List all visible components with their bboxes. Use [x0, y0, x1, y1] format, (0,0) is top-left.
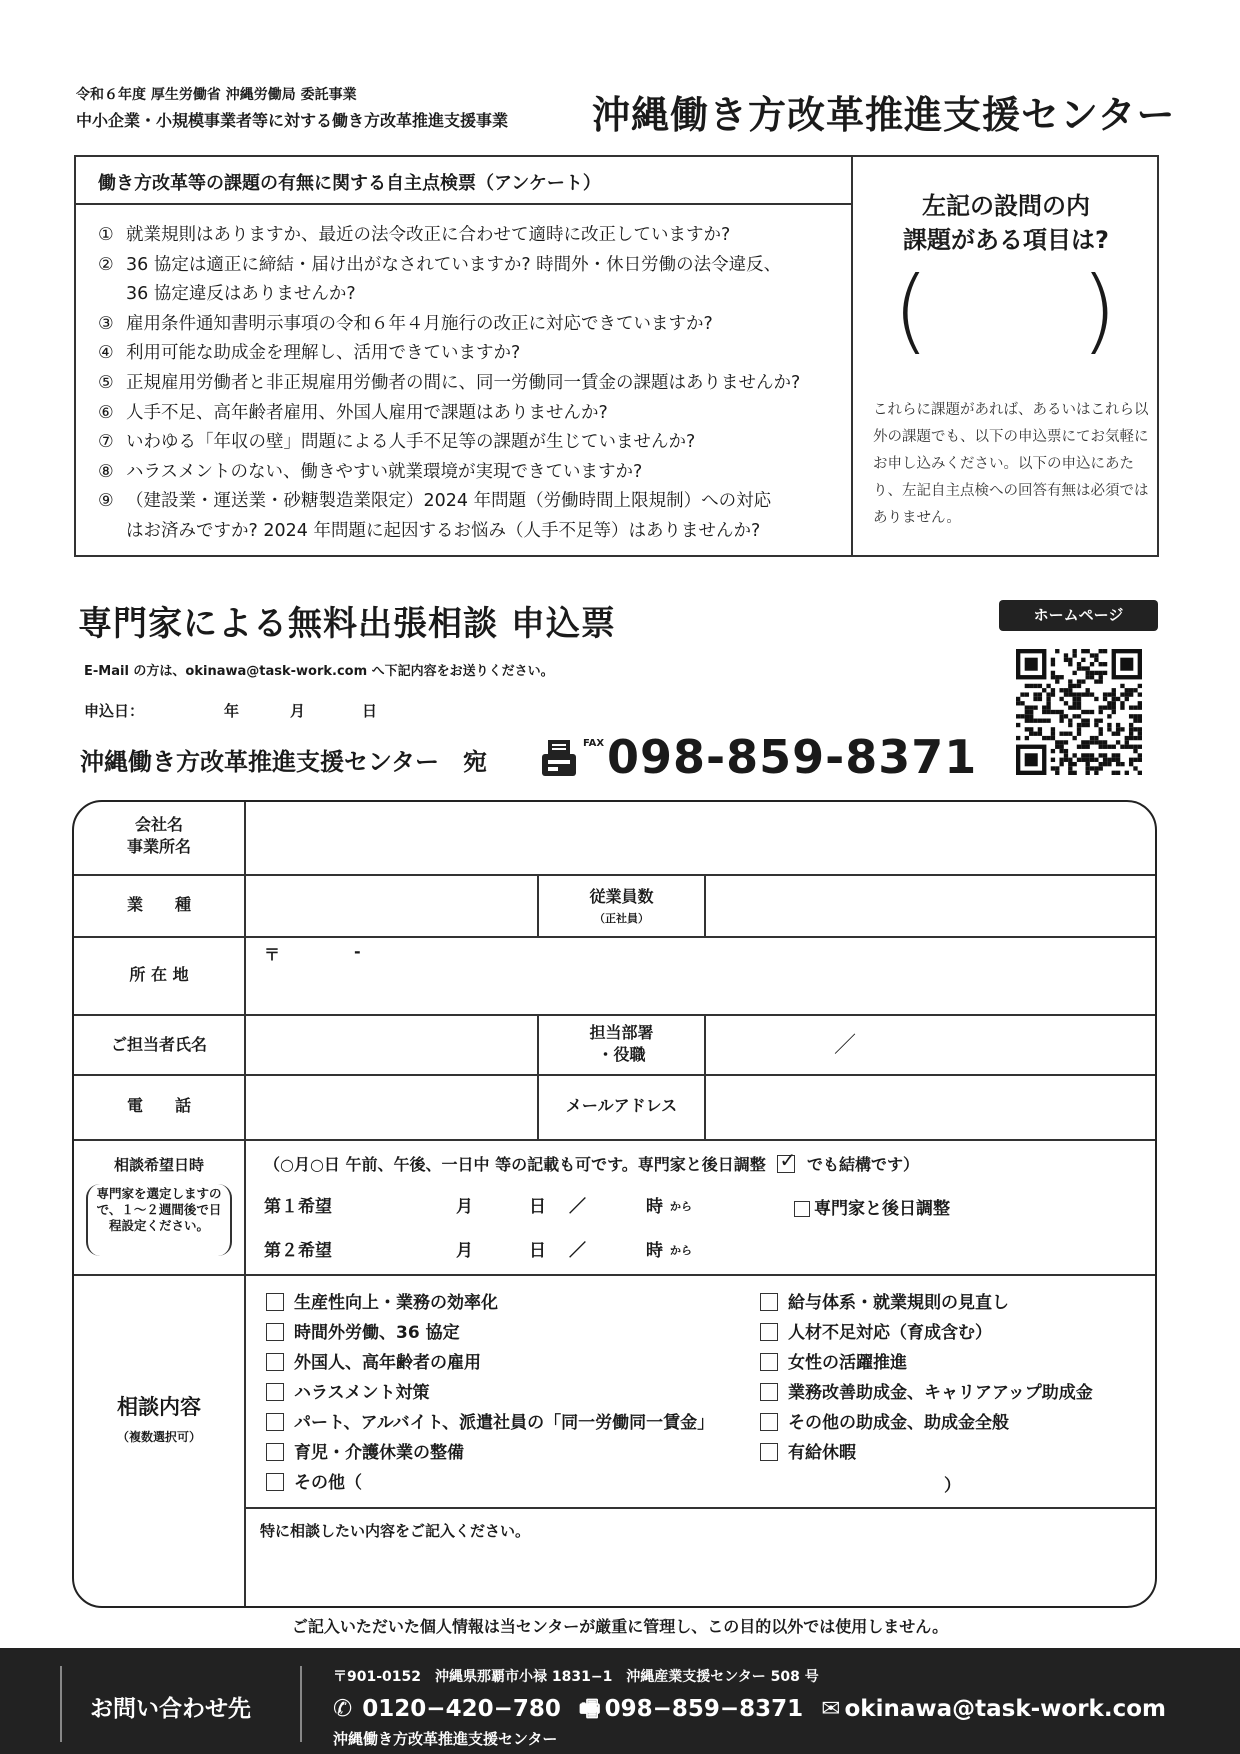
topic-option[interactable] — [760, 1318, 992, 1343]
survey-question — [98, 310, 843, 340]
topic-checkbox[interactable] — [760, 1293, 778, 1311]
later-adjust-label: 専門家と後日調整 — [814, 1199, 950, 1219]
schedule-label: 相談希望日時 — [113, 1156, 204, 1174]
survey-question-number: ④ — [98, 343, 114, 364]
survey-answer-title — [853, 189, 1159, 257]
survey-question-number: ⑥ — [98, 402, 114, 423]
survey-question-text: 36 協定違反はありませんか? — [126, 284, 356, 305]
industry-input[interactable] — [246, 876, 537, 936]
survey-question-number: ⑧ — [98, 461, 114, 482]
survey-question — [98, 369, 843, 399]
footer-fax[interactable]: 098−859−8371 — [604, 1696, 804, 1722]
employees-input[interactable] — [706, 876, 1157, 936]
footer-divider — [300, 1666, 302, 1742]
survey-question-text: ハラスメントのない、働きやすい就業環境が実現できていますか? — [126, 461, 643, 482]
topic-option[interactable] — [266, 1288, 498, 1313]
topic-label: その他（ — [294, 1473, 362, 1493]
topics-sub: （複数選択可） — [116, 1430, 201, 1444]
choice2-input[interactable] — [324, 1232, 744, 1262]
dept-label-1: 担当部署 — [589, 1023, 654, 1042]
topic-label: 人材不足対応（育成含む） — [788, 1323, 992, 1343]
schedule-instruction — [264, 1148, 919, 1175]
phone-label: 電 話 — [126, 1096, 191, 1115]
topic-checkbox[interactable] — [760, 1323, 778, 1341]
survey-question-text: いわゆる「年収の壁」問題による人手不足等の課題が生じていませんか? — [126, 432, 696, 453]
email-note: E-Mail の方は、okinawa@task-work.com へ下記内容をお送りください。 — [84, 664, 554, 679]
topic-label: 有給休暇 — [788, 1443, 856, 1463]
topic-option[interactable] — [760, 1288, 1009, 1313]
fax-label: FAX — [583, 738, 605, 749]
homepage-qr-code[interactable] — [1016, 648, 1142, 776]
homepage-badge: ホームページ — [999, 600, 1158, 631]
survey-question-text: 人手不足、高年齢者雇用、外国人雇用で課題はありませんか? — [126, 402, 608, 423]
later-adjust-example-checkbox — [777, 1148, 797, 1173]
free-text-input[interactable] — [246, 1509, 1157, 1608]
phone-input[interactable] — [246, 1076, 537, 1139]
choice1-input[interactable] — [324, 1188, 744, 1218]
answer-paren-open[interactable]: ( — [893, 257, 929, 364]
topic-checkbox[interactable] — [760, 1353, 778, 1371]
choice1-label: 第１希望 — [264, 1197, 332, 1217]
contact-name-label: ご担当者氏名 — [110, 1035, 207, 1054]
footer-address: 〒901-0152 沖縄県那覇市小禄 1831−1 沖縄産業支援センター 508 号 — [333, 1669, 819, 1685]
topic-label: 業務改善助成金、キャリアアップ助成金 — [788, 1383, 1093, 1403]
fax-icon: 🖷 — [578, 1696, 601, 1722]
topic-checkbox[interactable] — [266, 1413, 284, 1431]
choice2-hour: 時 — [646, 1241, 663, 1261]
choice1-slash: ／ — [569, 1197, 586, 1217]
topic-checkbox[interactable] — [266, 1323, 284, 1341]
topic-option[interactable] — [266, 1348, 481, 1373]
address-label: 所 在 地 — [129, 965, 189, 984]
topic-option[interactable] — [266, 1408, 714, 1433]
survey-question — [98, 339, 843, 369]
survey-question-text: 就業規則はありますか、最近の法令改正に合わせて適時に改正していますか? — [126, 225, 731, 245]
survey-question-number: ⑦ — [98, 432, 114, 453]
industry-label: 業 種 — [126, 895, 191, 914]
footer — [0, 1648, 1240, 1754]
dept-slash: ／ — [834, 1033, 857, 1058]
choice2-from: から — [670, 1244, 692, 1257]
survey-question — [98, 399, 843, 429]
topic-option[interactable] — [266, 1438, 464, 1463]
survey-question-text: 36 協定は適正に締結・届け出がなされていますか? 時間外・休日労働の法令違反、 — [126, 254, 782, 275]
check-mark-icon: ✓ — [779, 1148, 797, 1172]
answer-paren-close: ) — [1081, 257, 1117, 364]
survey-question-number: ② — [98, 254, 114, 275]
topic-label: 給与体系・就業規則の見直し — [788, 1293, 1009, 1313]
topic-option[interactable] — [266, 1378, 430, 1403]
survey-question — [98, 251, 843, 281]
topic-label: 女性の活躍推進 — [788, 1353, 907, 1373]
employees-label — [539, 886, 704, 930]
fax-icon — [540, 738, 578, 778]
email-label: メールアドレス — [565, 1096, 678, 1115]
company-label — [74, 814, 244, 858]
survey-question-text: （建設業・運送業・砂糖製造業限定）2024 年問題（労働時間上限規制）への対応 — [126, 491, 772, 512]
postal-dash: - — [354, 942, 361, 961]
topic-label: パート、アルバイト、派遣社員の「同一労働同一賃金」 — [294, 1413, 715, 1433]
footer-phone[interactable]: 0120−420−780 — [362, 1696, 561, 1722]
other-close-paren: ） — [944, 1476, 961, 1496]
choice1-hour: 時 — [646, 1197, 663, 1217]
mail-icon: ✉ — [821, 1696, 841, 1722]
topic-checkbox[interactable] — [266, 1353, 284, 1371]
survey-box — [74, 155, 1159, 557]
date-label: 申込日： — [84, 702, 145, 720]
topic-option[interactable] — [760, 1378, 1093, 1403]
later-adjust-checkbox[interactable] — [794, 1201, 810, 1217]
company-label-2: 事業所名 — [126, 837, 191, 856]
survey-question-number: ⑨ — [98, 491, 114, 512]
survey-question — [98, 487, 843, 517]
topic-label: ハラスメント対策 — [294, 1383, 430, 1403]
choice2-month: 月 — [456, 1241, 473, 1261]
employees-label-text: 従業員数 — [589, 887, 654, 906]
topic-option[interactable] — [266, 1318, 460, 1343]
fax-number: 098-859-8371 — [607, 730, 978, 784]
survey-question-number: ⑤ — [98, 372, 114, 393]
date-month: 月 — [290, 702, 306, 720]
schedule-instruction-pre: （○月○日 午前、午後、一日中 等の記載も可です。専門家と後日調整 — [264, 1155, 766, 1174]
footer-org: 沖縄働き方改革推進支援センター — [333, 1730, 558, 1748]
schedule-instruction-post: でも結構です） — [806, 1155, 919, 1174]
topic-label: 育児・介護休業の整備 — [294, 1443, 464, 1463]
other-input[interactable] — [364, 1468, 944, 1494]
topic-checkbox[interactable] — [266, 1383, 284, 1401]
survey-note: これらに課題があれば、あるいはこれら以外の課題でも、以下の申込票にてお気軽にお申し込みください。以下の申込にあたり、左記自主点検への回答有無は必須ではありません。 — [873, 402, 1149, 526]
dept-label — [539, 1022, 704, 1066]
center-name: 沖縄働き方改革推進支援センター — [592, 93, 1176, 137]
topic-checkbox[interactable] — [760, 1383, 778, 1401]
choice1-month: 月 — [456, 1197, 473, 1217]
footer-title: お問い合わせ先 — [90, 1696, 251, 1722]
footer-divider — [60, 1666, 62, 1742]
phone-icon: ✆ — [333, 1696, 353, 1722]
company-label-1: 会社名 — [134, 815, 183, 834]
topic-option[interactable] — [760, 1438, 856, 1463]
survey-question — [98, 428, 843, 458]
dept-label-2: ・役職 — [597, 1045, 646, 1064]
survey-question-text: 正規雇用労働者と非正規雇用労働者の間に、同一労働同一賃金の課題はありませんか? — [126, 372, 801, 393]
row-divider — [74, 1274, 1157, 1276]
schedule-note: 専門家を選定しますので、１～２週間後で日程設定ください。 — [86, 1184, 232, 1256]
topics-label: 相談内容 — [117, 1395, 201, 1419]
survey-question — [98, 280, 843, 310]
privacy-note: ご記入いただいた個人情報は当センターが厳重に管理し、この目的以外では使用しません。 — [291, 1617, 949, 1636]
application-form — [72, 800, 1157, 1608]
topic-label: 外国人、高年齢者の雇用 — [294, 1353, 481, 1373]
free-text-label: 特に相談したい内容をご記入ください。 — [260, 1522, 531, 1540]
application-title: 専門家による無料出張相談 申込票 — [78, 604, 616, 644]
topic-checkbox[interactable] — [266, 1293, 284, 1311]
survey-question-text: 利用可能な助成金を理解し、活用できていますか? — [126, 343, 521, 364]
row-divider — [74, 1139, 1157, 1141]
later-adjust-option[interactable] — [794, 1194, 950, 1219]
dept-input[interactable] — [706, 1016, 1157, 1074]
survey-question-text: はお済みですか? 2024 年問題に起因するお悩み（人手不足等）はありませんか? — [126, 520, 761, 541]
topic-option[interactable] — [266, 1468, 362, 1493]
survey-title: 働き方改革等の課題の有無に関する自主点検票（アンケート） — [76, 157, 853, 205]
topic-option[interactable] — [760, 1348, 907, 1373]
date-day: 日 — [362, 702, 378, 720]
survey-answer-title-1: 左記の設問の内 — [922, 192, 1090, 220]
choice2-day: 日 — [529, 1241, 546, 1261]
survey-question-number: ③ — [98, 313, 114, 334]
topic-option[interactable] — [760, 1408, 1009, 1433]
survey-question-number: ① — [98, 225, 114, 245]
survey-question — [98, 221, 843, 251]
footer-email[interactable]: okinawa@task-work.com — [844, 1696, 1166, 1722]
topic-checkbox[interactable] — [266, 1443, 284, 1461]
postal-mark: 〒 — [264, 945, 281, 964]
survey-question — [98, 517, 843, 547]
topic-checkbox[interactable] — [266, 1473, 284, 1491]
footer-contacts — [333, 1692, 1176, 1731]
topic-checkbox[interactable] — [760, 1443, 778, 1461]
survey-question — [98, 458, 843, 488]
date-year: 年 — [224, 702, 240, 720]
survey-answer-panel — [853, 157, 1159, 557]
address-input[interactable] — [246, 938, 1157, 1014]
choice1-day: 日 — [529, 1197, 546, 1217]
header-line1: 令和６年度 厚生労働省 沖縄労働局 委託事業 — [76, 87, 357, 103]
survey-answer-title-2: 課題がある項目は? — [903, 226, 1109, 254]
addressee: 沖縄働き方改革推進支援センター 宛 — [80, 748, 488, 776]
email-input[interactable] — [706, 1076, 1157, 1139]
topic-checkbox[interactable] — [760, 1413, 778, 1431]
choice2-slash: ／ — [569, 1241, 586, 1261]
topic-label: 時間外労働、36 協定 — [294, 1323, 460, 1343]
choice1-from: から — [670, 1200, 692, 1213]
choice2-label: 第２希望 — [264, 1241, 332, 1261]
contact-name-input[interactable] — [246, 1016, 537, 1074]
company-input[interactable] — [246, 802, 1157, 874]
header-line2: 中小企業・小規模事業者等に対する働き方改革推進支援事業 — [76, 111, 509, 130]
topic-label: その他の助成金、助成金全般 — [788, 1413, 1009, 1433]
survey-questions — [98, 221, 843, 547]
employees-sub: （正社員） — [594, 912, 649, 925]
topic-label: 生産性向上・業務の効率化 — [294, 1293, 498, 1313]
survey-question-text: 雇用条件通知書明示事項の令和６年４月施行の改正に対応できていますか? — [126, 313, 713, 334]
